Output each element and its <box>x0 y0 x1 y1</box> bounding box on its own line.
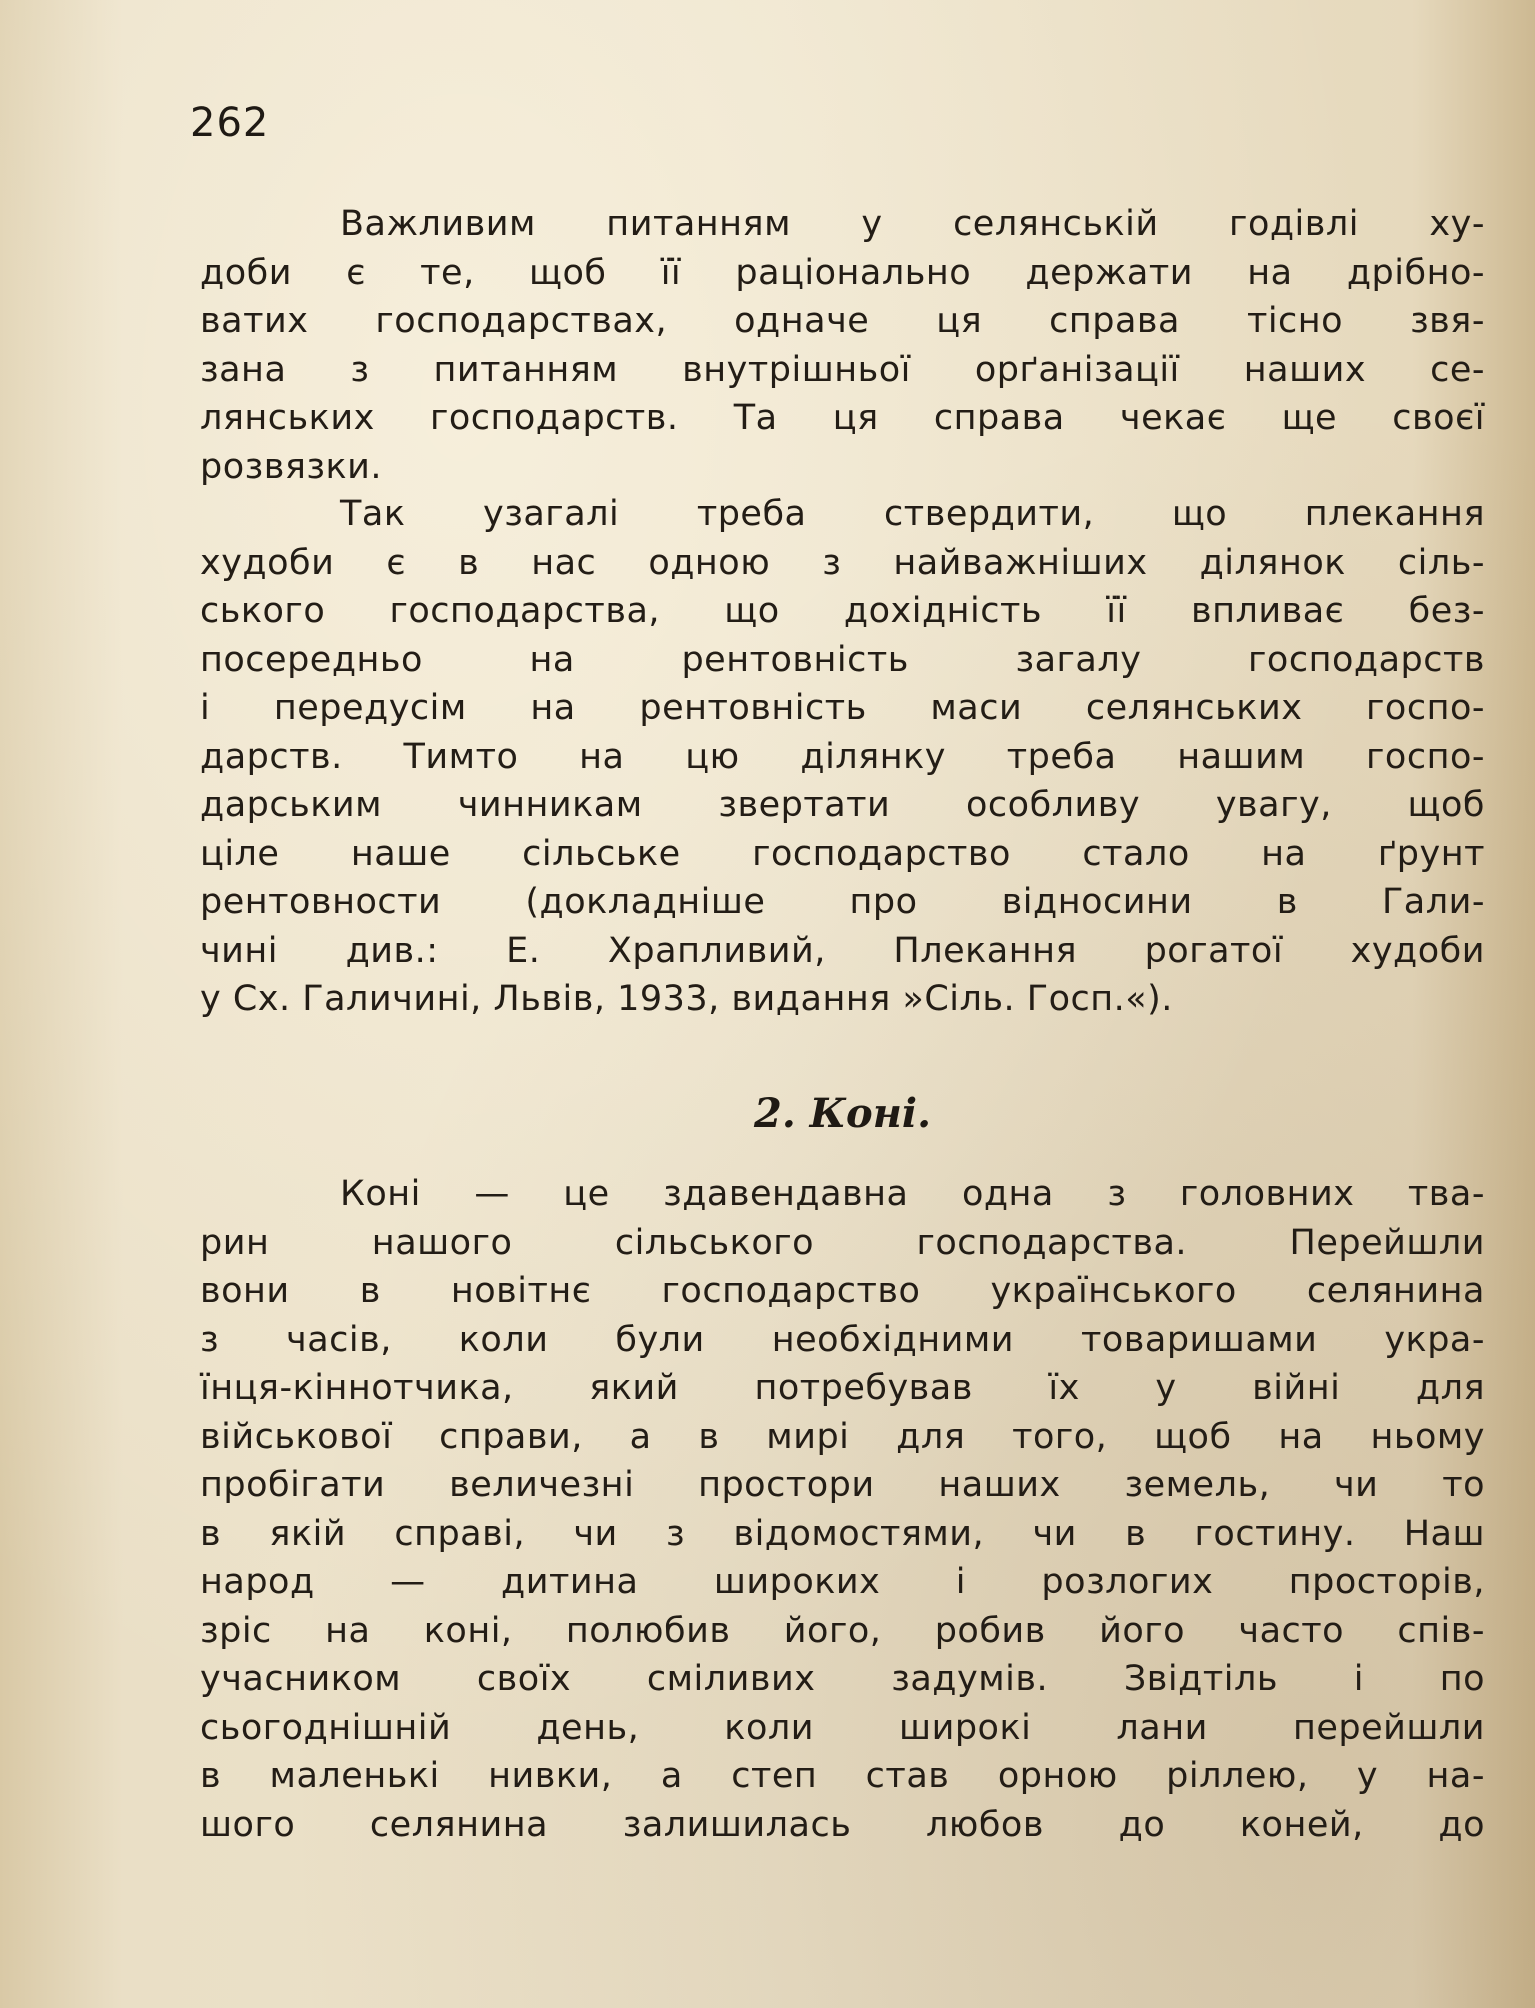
text-line: чині див.: Е. Храпливий, Плекання рогатої худоби <box>200 930 1485 971</box>
text-line: ського господарства, що дохідність її впливає без- <box>200 591 1485 631</box>
text-line: худоби є в нас одною з найважніших ділянок сіль- <box>200 542 1485 583</box>
text-line: Так узагалі треба ствердити, що плекання <box>340 494 1485 534</box>
text-line: зріс на коні, полюбив його, робив його часто спів- <box>200 1610 1485 1651</box>
text-line: і передусім на рентовність маси селянських госпо- <box>200 688 1485 728</box>
text-line: в маленькі нивки, а степ став орною ріллею, у на- <box>200 1756 1485 1796</box>
paragraph-2 <box>200 490 1485 1024</box>
text-line: дарств. Тимто на цю ділянку треба нашим госпо- <box>200 736 1485 777</box>
text-line: ціле наше сільське господарство стало на ґрунт <box>200 833 1485 874</box>
text-line: з часів, коли були необхідними товаришами укра- <box>200 1319 1485 1360</box>
paragraph-1 <box>200 200 1485 491</box>
text-line: в якій справі, чи з відомостями, чи в гостину. Наш <box>200 1513 1485 1554</box>
text-line: учасником своїх сміливих задумів. Звідтіль і по <box>200 1659 1485 1699</box>
text-line: рин нашого сільського господарства. Перейшли <box>200 1222 1485 1263</box>
text-line: ватих господарствах, одначе ця справа тісно звя- <box>200 301 1485 341</box>
text-line: доби є те, щоб її раціонально держати на дрібно- <box>200 252 1485 293</box>
text-line: у Сх. Галичині, Львів, 1933, видання »Сіль. Госп.«). <box>200 979 1173 1019</box>
text-line: посередньо на рентовність загалу господарств <box>200 639 1485 680</box>
paragraph-3 <box>200 1170 1485 1849</box>
text-line: пробігати величезні простори наших земель, чи то <box>200 1465 1485 1505</box>
text-line: рентовности (докладніше про відносини в Гали- <box>200 882 1485 922</box>
text-line: дарським чинникам звертати особливу увагу, щоб <box>200 785 1485 825</box>
text-line: зана з питанням внутрішньої орґанізації наших се- <box>200 349 1485 390</box>
text-line: лянських господарств. Та ця справа чекає ще своєї <box>200 398 1485 438</box>
page-number: 262 <box>190 100 270 146</box>
text-line: Важливим питанням у селянській годівлі ху- <box>340 204 1485 244</box>
text-line: вони в новітнє господарство українського селянина <box>200 1271 1485 1311</box>
text-line: їнця-кіннотчика, який потребував їх у війні для <box>200 1368 1485 1408</box>
text-line: сьогоднішній день, коли широкі лани перейшли <box>200 1707 1485 1748</box>
text-line: розвязки. <box>200 446 383 487</box>
text-line: шого селянина залишилась любов до коней, до <box>200 1804 1485 1845</box>
text-line: військової справи, а в мирі для того, щоб на ньому <box>200 1416 1485 1457</box>
text-line: народ — дитина широких і розлогих просторів, <box>200 1562 1485 1602</box>
text-line: Коні — це здавендавна одна з головних тва- <box>340 1174 1485 1214</box>
section-heading: 2. Коні. <box>753 1090 932 1137</box>
